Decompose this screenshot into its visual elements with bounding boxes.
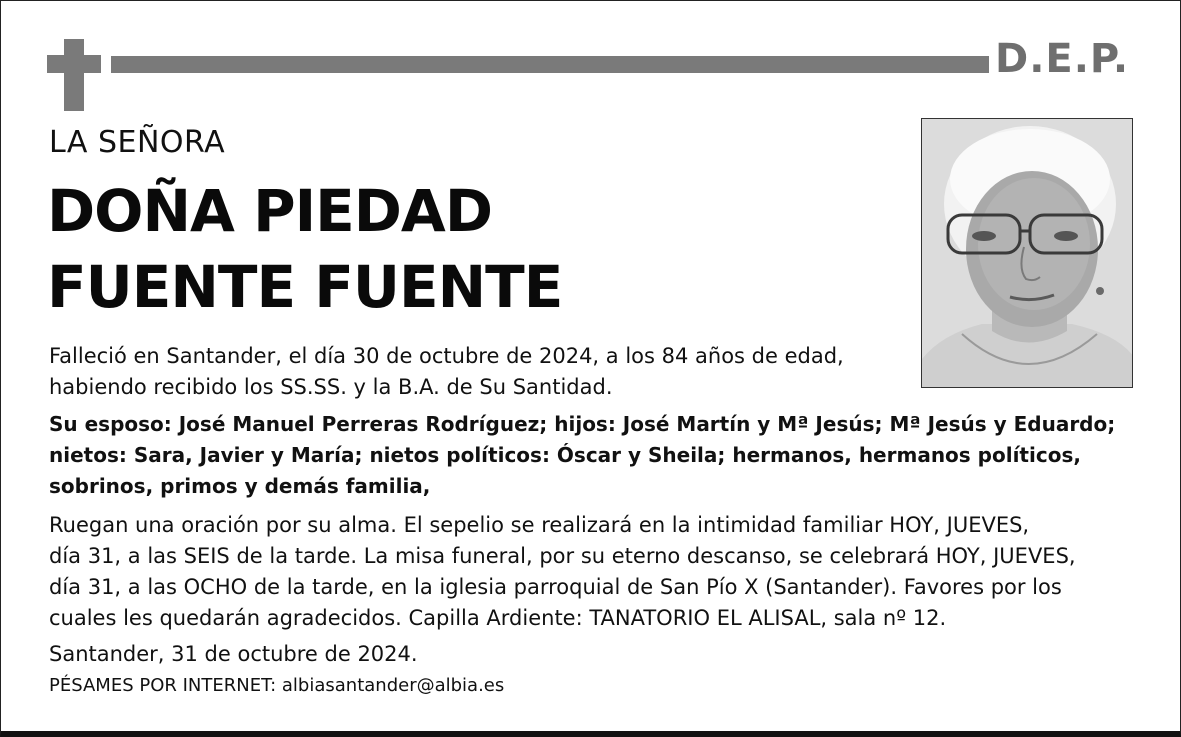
condolences-email[interactable]: PÉSAMES POR INTERNET: albiasantander@albia.es (49, 675, 505, 696)
name-line-1: DOÑA PIEDAD (47, 177, 492, 245)
cross-icon (47, 39, 101, 111)
service-info: Ruegan una oración por su alma. El sepelio se realizará en la intimidad familiar HOY, JUEVES, día 31, a las SEIS de la tarde. La misa funeral, por su eterno descanso, se celebrará HOY, JUEVES, día 31, a las OCHO de la tarde, en la iglesia parroquial de San Pío X (Santander). Favores por los cuales les quedarán agradecidos. Capilla Ardiente: TANATORIO EL ALISAL, sala nº 12. (49, 513, 1076, 630)
portrait-icon (922, 119, 1133, 388)
family-members: Su esposo: José Manuel Perreras Rodríguez; hijos: José Martín y Mª Jesús; Mª Jesús y Eduardo; nietos: Sara, Javier y María; nietos políticos: Óscar y Sheila; hermanos, hermanos políticos, sobrinos, primos y demás familia, (49, 412, 1116, 498)
honorific-title: LA SEÑORA (49, 125, 226, 160)
place-date: Santander, 31 de octubre de 2024. (49, 642, 418, 666)
death-notice: Falleció en Santander, el día 30 de octubre de 2024, a los 84 años de edad, habiendo recibido los SS.SS. y la B.A. de Su Santidad. (49, 344, 844, 399)
name-line-2: FUENTE FUENTE (47, 253, 563, 321)
header-rule (111, 56, 989, 73)
portrait-photo (921, 118, 1133, 388)
dep-label: D.E.P. (995, 36, 1130, 82)
deceased-name (47, 173, 562, 325)
